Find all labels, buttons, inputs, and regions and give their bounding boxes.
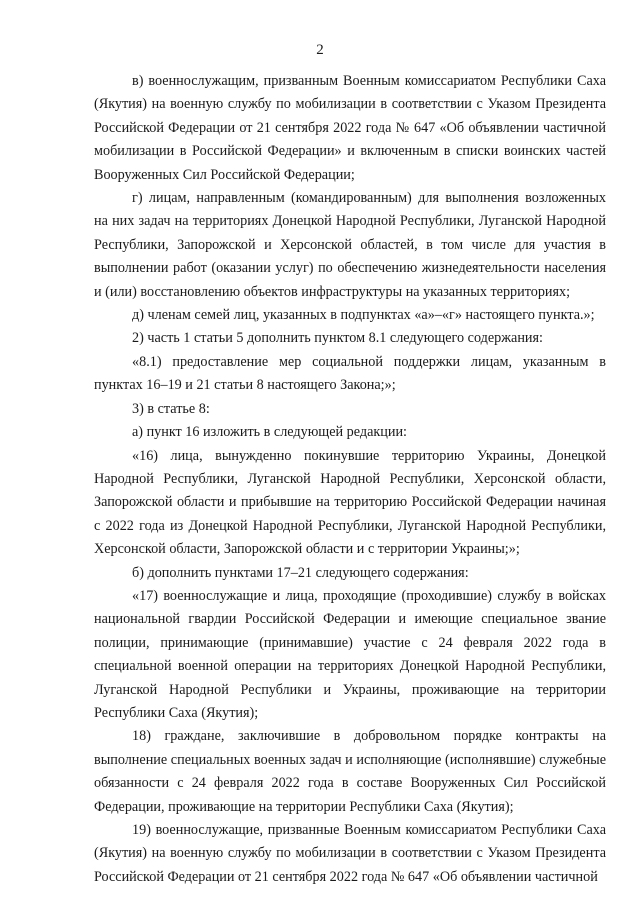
paragraph-point-16: «16) лица, вынужденно покинувшие территорию Украины, Донецкой Народной Республики, Луганской Народной Республики, Херсонской области, Запорожской области и прибывшие на территорию Российской Федерации начиная с 2022 года из Донецкой Народной Республики, Луганской Народной Республики, Херсонской области, Запорожской области и с территории Украины;»; <box>94 447 606 558</box>
paragraph-point-19: 19) военнослужащие, призванные Военным комиссариатом Республики Саха (Якутия) на военную службу по мобилизации в соответствии с Указом Президента Российской Федерации от 21 сентября 2022 года № 647 «Об объявлении частичной <box>94 822 606 885</box>
paragraph-add-points: б) дополнить пунктами 17–21 следующего содержания: <box>132 564 469 581</box>
paragraph-point-18: 18) граждане, заключившие в добровольном порядке контракты на выполнение специальных военных задач и исполняющие (исполнявшие) служебные обязанности с 24 февраля 2022 года в составе Вооруженных Сил Российской Федерации, проживающие на территории Республики Саха (Якутия); <box>94 728 606 815</box>
document-body <box>94 70 606 889</box>
paragraph-g-seconded: г) лицам, направленным (командированным) для выполнения возложенных на них задач на территориях Донецкой Народной Республики, Луганской Народной Республики, Запорожской и Херсонской областей, в том числе для участия в выполнении работ (оказании услуг) по обеспечению жизнедеятельности населения и (или) восстановлению объектов инфраструктуры на указанных территориях; <box>94 190 606 300</box>
paragraph-d-family: д) членам семей лиц, указанных в подпунктах «а»–«г» настоящего пункта.»; <box>132 307 595 324</box>
page-number: 2 <box>316 42 324 58</box>
paragraph-amend-article-5: 2) часть 1 статьи 5 дополнить пунктом 8.1 следующего содержания: <box>132 330 543 347</box>
paragraph-v-mobilized: в) военнослужащим, призванным Военным комиссариатом Республики Саха (Якутия) на военную службу по мобилизации в соответствии с Указом Президента Российской Федерации от 21 сентября 2022 года № 647 «Об объявлении частичной мобилизации в Российской Федерации» и включенным в списки воинских частей Вооруженных Сил Российской Федерации; <box>94 73 606 183</box>
paragraph-point-16-edit: а) пункт 16 изложить в следующей редакции: <box>132 424 407 441</box>
paragraph-point-17: «17) военнослужащие и лица, проходящие (проходившие) службу в войсках национальной гвардии Российской Федерации и имеющие специальное звание полиции, принимающие (принимавшие) участие с 24 февраля 2022 года в специальной военной операции на территориях Донецкой Народной Республики, Луганской Народной Республики и Украины, проживающие на территории Республики Саха (Якутия); <box>94 587 606 721</box>
paragraph-article-8: 3) в статье 8: <box>132 400 210 417</box>
paragraph-point-8-1: «8.1) предоставление мер социальной поддержки лицам, указанным в пунктах 16–19 и 21 статьи 8 настоящего Закона;»; <box>94 353 606 394</box>
